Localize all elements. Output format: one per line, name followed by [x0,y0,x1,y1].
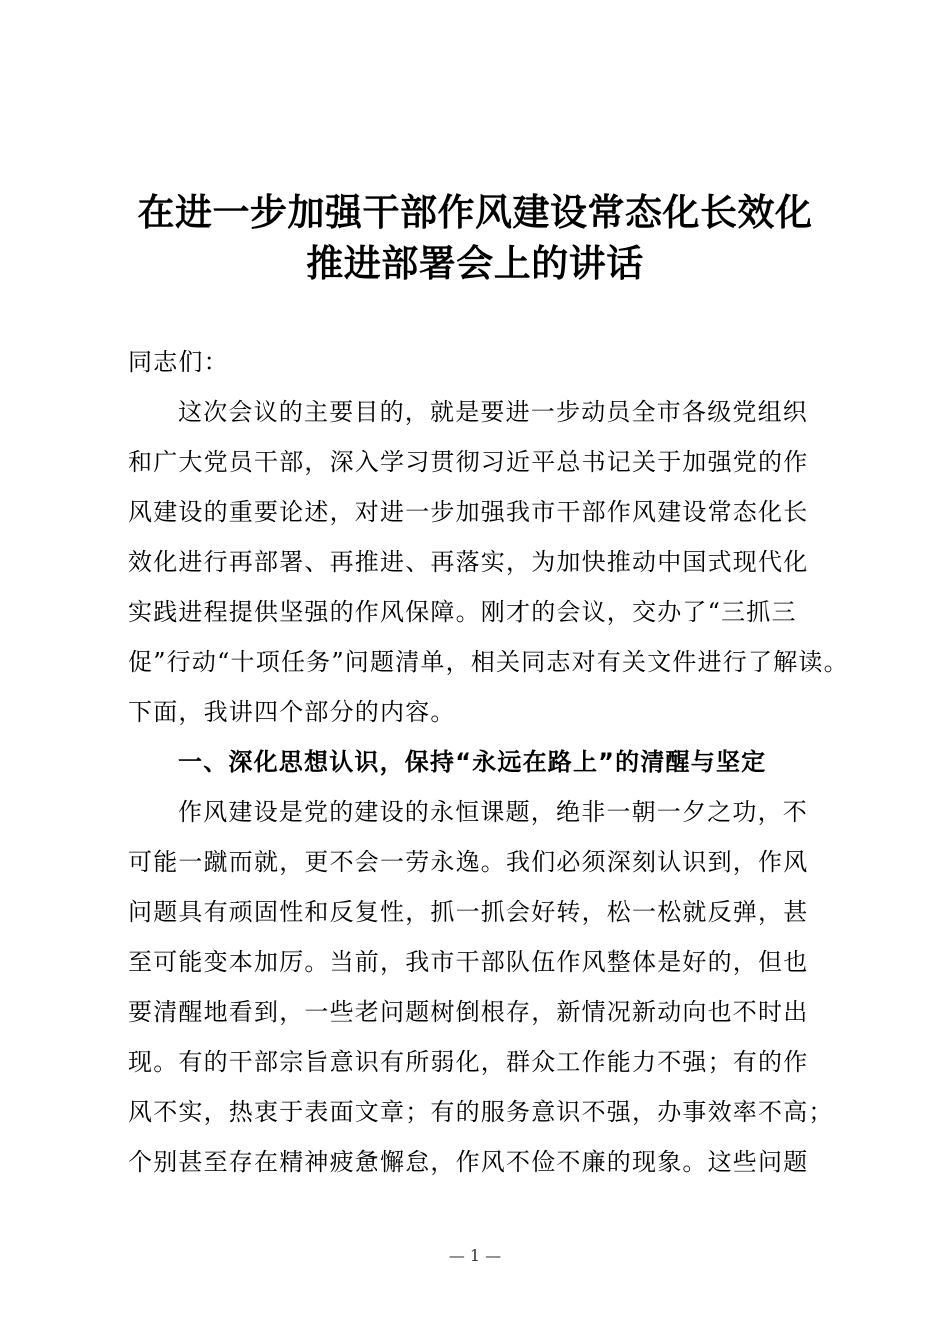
salutation: 同志们： [128,348,229,376]
body-line: 实践进程提供坚强的作风保障。刚才的会议，交办了“三抓三 [128,598,797,626]
body-line: 风建设的重要论述，对进一步加强我市干部作风建设常态化长 [128,498,809,526]
body-line: 这次会议的主要目的，就是要进一步动员全市各级党组织 [178,398,808,426]
section-line: 个别甚至存在精神疲惫懈怠，作风不俭不廉的现象。这些问题 [128,1148,809,1176]
section-line: 至可能变本加厉。当前，我市干部队伍作风整体是好的，但也 [128,948,809,976]
body-line: 效化进行再部署、再推进、再落实，为加快推动中国式现代化 [128,548,809,576]
page-number: — 1 — [448,1246,502,1265]
section-line: 要清醒地看到，一些老问题树倒根存，新情况新动向也不时出 [128,998,809,1026]
document-title-line-1: 在进一步加强干部作风建设常态化长效化 [137,191,813,234]
section-line: 风不实，热衷于表面文章；有的服务意识不强，办事效率不高； [128,1098,834,1126]
body-line: 促”行动“十项任务”问题清单，相关同志对有关文件进行了解读。 [128,648,849,676]
section-line: 现。有的干部宗旨意识有所弱化，群众工作能力不强；有的作 [128,1048,809,1076]
body-line: 下面，我讲四个部分的内容。 [128,698,456,726]
document-title-line-2: 推进部署会上的讲话 [306,242,644,285]
section-heading: 一、深化思想认识，保持“永远在路上”的清醒与坚定 [178,748,767,776]
section-line: 可能一蹴而就，更不会一劳永逸。我们必须深刻认识到，作风 [128,848,809,876]
body-line: 和广大党员干部，深入学习贯彻习近平总书记关于加强党的作 [128,448,809,476]
section-line: 问题具有顽固性和反复性，抓一抓会好转，松一松就反弹，甚 [128,898,809,926]
section-line: 作风建设是党的建设的永恒课题，绝非一朝一夕之功，不 [178,798,808,826]
